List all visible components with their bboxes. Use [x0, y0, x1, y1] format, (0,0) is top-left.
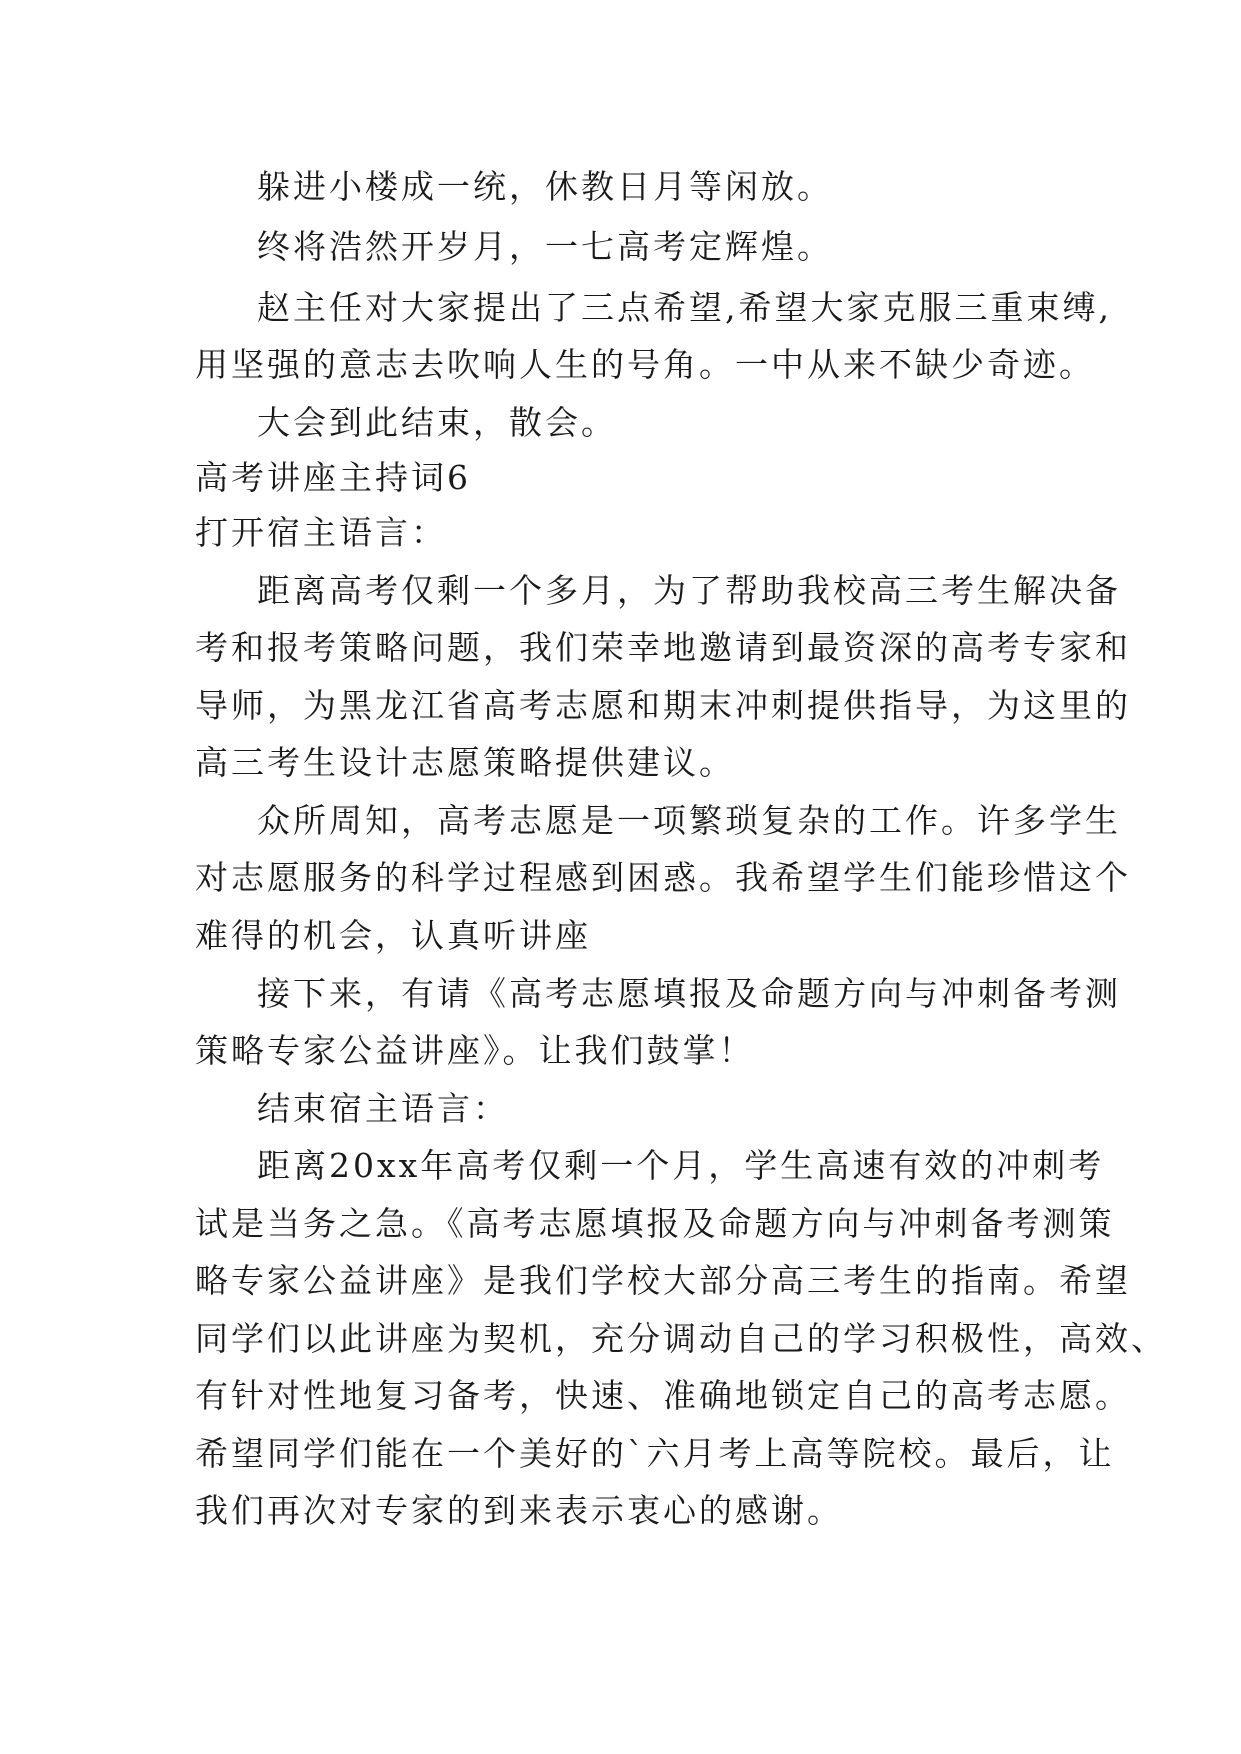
text-line: 试是当务之急。《高考志愿填报及命题方向与冲刺备考测策	[195, 1204, 1115, 1243]
text-line: 接下来，有请《高考志愿填报及命题方向与冲刺备考测	[257, 974, 1121, 1013]
text-line: 导师，为黑龙江省高考志愿和期末冲刺提供指导，为这里的	[195, 686, 1131, 725]
subheading: 打开宿主语言：	[195, 513, 447, 552]
text-line: 用坚强的意志去吹响人生的号角。一中从来不缺少奇迹。	[195, 345, 1095, 384]
text-line: 大会到此结束，散会。	[257, 403, 617, 442]
text-line: 难得的机会，认真听讲座	[195, 916, 591, 955]
text-line: 终将浩然开岁月，一七高考定辉煌。	[257, 227, 833, 266]
text-line: 有针对性地复习备考，快速、准确地锁定自己的高考志愿。	[195, 1376, 1131, 1415]
text-line: 对志愿服务的科学过程感到困惑。我希望学生们能珍惜这个	[195, 858, 1131, 897]
text-line: 高三考生设计志愿策略提供建议。	[195, 743, 735, 782]
text-line: 策略专家公益讲座》。让我们鼓掌！	[195, 1031, 755, 1070]
text-line: 距离20xx年高考仅剩一个月，学生高速有效的冲刺考	[257, 1146, 1105, 1185]
text-line: 考和报考策略问题，我们荣幸地邀请到最资深的高考专家和	[195, 628, 1131, 667]
section-heading: 高考讲座主持词6	[195, 458, 471, 497]
text-line: 同学们以此讲座为契机，充分调动自己的学习积极性，高效、	[195, 1319, 1167, 1358]
subheading: 结束宿主语言：	[257, 1089, 509, 1128]
text-line: 略专家公益讲座》是我们学校大部分高三考生的指南。希望	[195, 1261, 1131, 1300]
text-line: 希望同学们能在一个美好的`六月考上高等院校。最后，让	[195, 1434, 1115, 1473]
text-line: 我们再次对专家的到来表示衷心的感谢。	[195, 1491, 843, 1530]
text-line: 众所周知，高考志愿是一项繁琐复杂的工作。许多学生	[257, 801, 1121, 840]
text-line: 赵主任对大家提出了三点希望,希望大家克服三重束缚,	[257, 288, 1112, 327]
text-line: 躲进小楼成一统，休教日月等闲放。	[257, 167, 833, 206]
text-line: 距离高考仅剩一个多月，为了帮助我校高三考生解决备	[257, 571, 1121, 610]
